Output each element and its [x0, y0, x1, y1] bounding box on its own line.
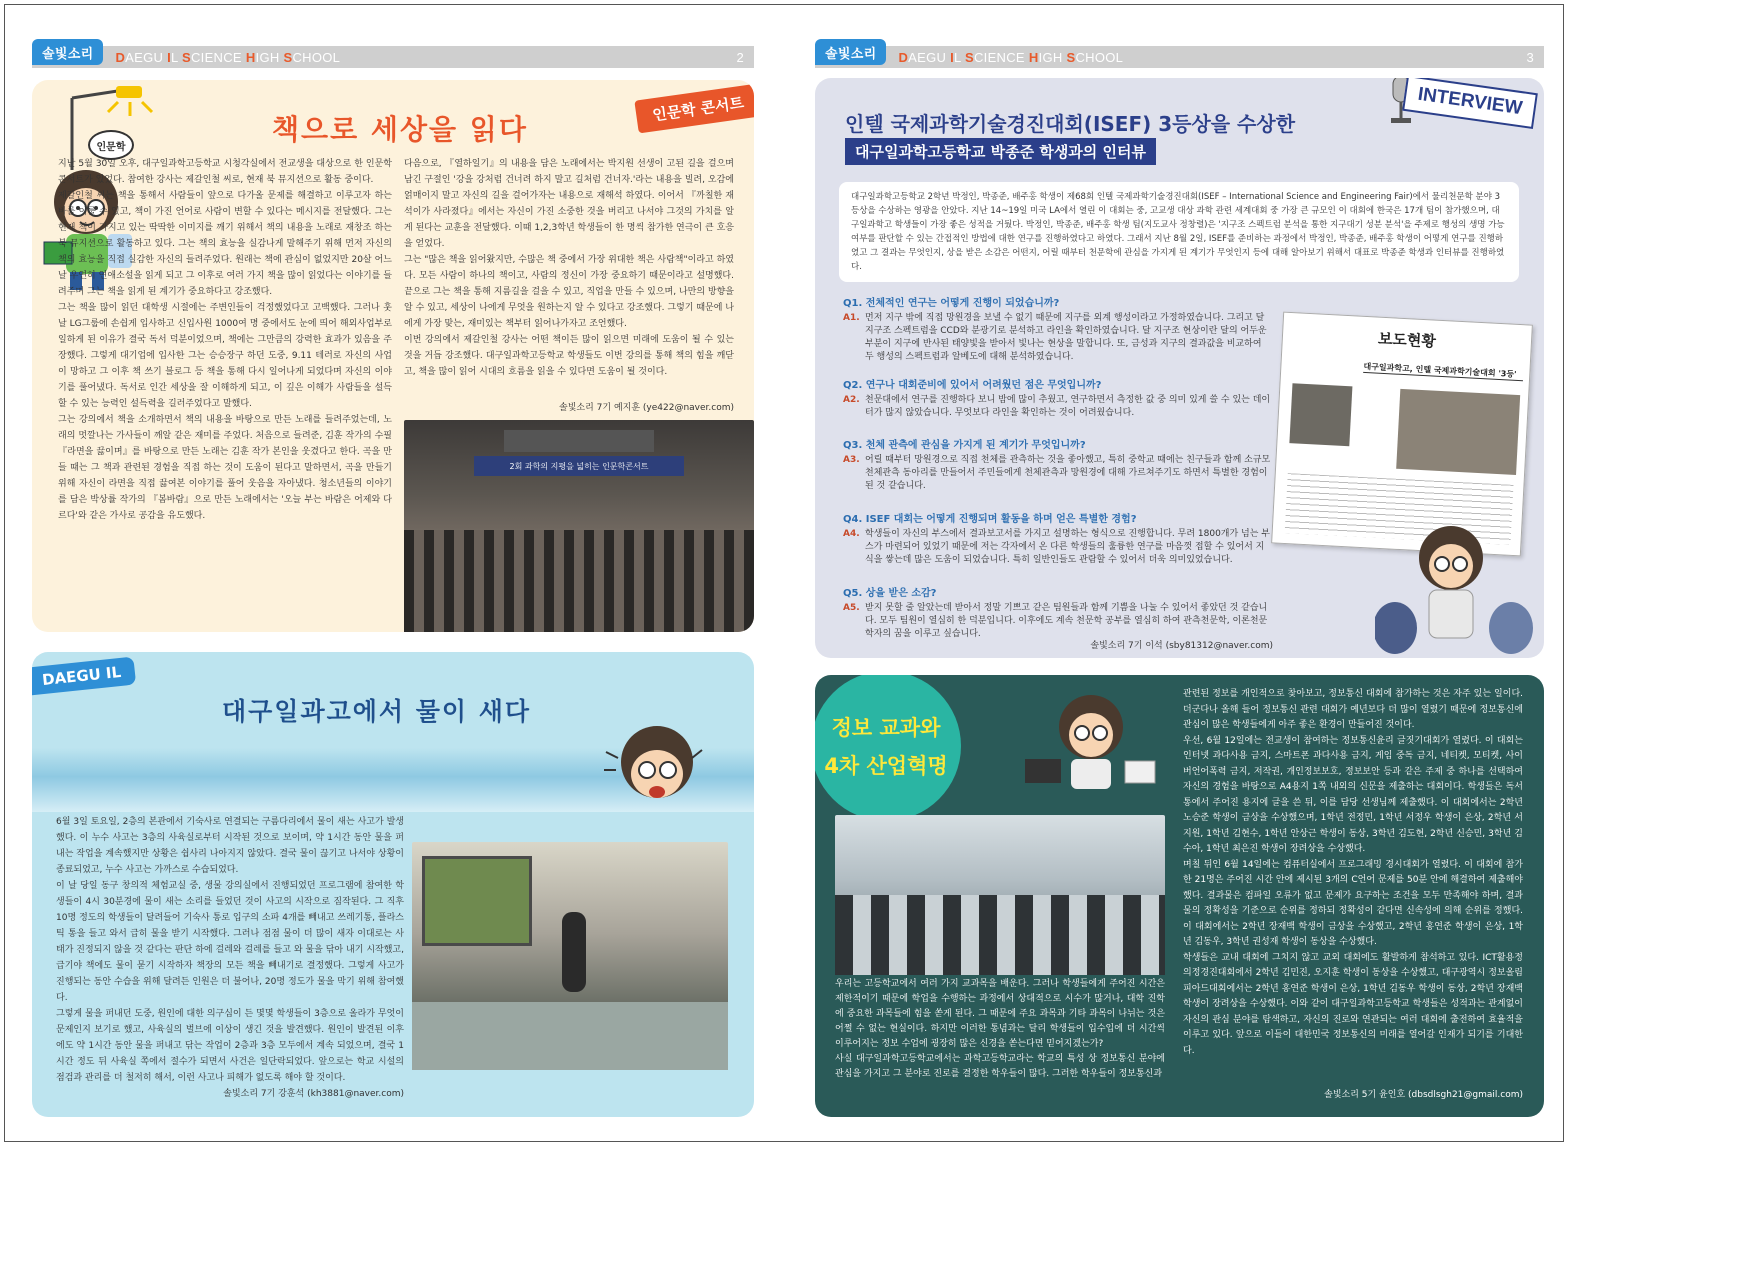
news-photo-1 [1289, 383, 1352, 446]
monitor-rows [835, 895, 1165, 975]
student-laptop-icon [1015, 689, 1165, 799]
question: Q1. 전체적인 연구는 어떻게 진행이 되었습니까? [843, 298, 1060, 309]
article-subtitle: 대구일과학고등학교 박종준 학생과의 인터뷰 [845, 138, 1156, 165]
byline: 솔빛소리 7기 강훈석 (kh3881@naver.com) [223, 1089, 404, 1099]
school-title: DAEGU IL SCIENCE HIGH SCHOOL [898, 49, 1124, 65]
article-column: 6월 3일 토요일, 2층의 본관에서 기숙사로 연결되는 구름다리에서 물이 새는 사고가 발생했다. 이 누수 사고는 3층의 사육실로부터 시작된 것으로 보이며, 약 1시간 동안 물을 퍼내는 작업을 계속했지만 상황은 쉽사리 나아지지 않았다. 결국 물이 끊기고 나서야 상황이 종료되었고, 누수 사고는 가까스로 수습되었다. 이 날 당일 동구 창의적 체험교실 중, 생물 강의실에서 진행되었던 프로그램에 참여한 학생들이 4시 30분경에 물이 새는 소리를 들었던 것이 사고의 시작으로 짐작된다. 그 직후 10명 정도의 학생들이 달려들어 기숙사 통로 입구의 소파 4개를 빼내고 쓰레기통, 플라스틱 통을 들고 와서 급히 물을 받기 시작했다. 그러나 점점 물이 더 많이 새자 이대로는 사태가 진정되지 않을 것 같다는 판단 하에 걸레와 걸레를 들고 와 물을 닦아 내기 시작했고, 급기야 책에도 물이 묻기 시작하자 책장의 모든 책을 빼내기로 결정했다. 그렇게 사고가 진행되는 동안 수습을 위해 달려든 인원은 더 불어나, 20명 정도가 물을 막기 위해 참여했다. 그렇게 물을 퍼내던 도중, 원인에 대한 의구심이 든 몇몇 학생들이 3층으로 올라가 무엇이 문제인지 보기로 했고, 사육실의 벌브에 이상이 생긴 것을 발견했다. 원인이 발견된 이후에도 약 1시간 동안 물을 퍼내고 닦는 작업이 2층과 3층 모두에서 계속 되었으며, 결국 1시간 정도 뒤 사육실 쪽에서 절수가 되면서 사건은 일단락되었다. 앞으로는 학교 시설의 점검과 관리를 더 철저히 해서, 이런 사고나 피해가 없도록 해야 할 것이다. [56, 817, 404, 1083]
article-column-2: 다음으로, 『열하일기』의 내용을 담은 노래에서는 박지원 선생이 고된 길을 걸으며 남긴 구절인 '강을 강처럼 건너려 하지 말고 길처럼 건너자.'라는 내용을 빌려, 오감에 얽매이지 말고 자신의 길을 걸어가자는 내용으로 재해석 하였다. 이어서 『까칠한 재석이가 사라졌다』에서는 자신이 가진 소중한 것을 버리고 나서야 그것의 가치를 알게 된다는 교훈을 전달했다. 이때 1,2,3학년 학생들이 한 명씩 참가한 연극이 큰 호응을 얻었다. 그는 "많은 책을 읽어왔지만, 수많은 책 중에서 가장 위대한 책은 사람책"이라고 하였다. 모든 사람이 하나의 책이고, 사람의 정신이 가장 중요하기 때문이라고 설명했다. 끝으로 그는 책을 통해 지름길을 걸을 수 있고, 직업을 만들 수 있으며, 나만의 방향을 알 수 있고, 세상이 나에게 무엇을 원하는지 알 수 있다고 강조했다. 그렇기 때문에 나에게 가장 맞는, 재미있는 책부터 읽어나가자고 조언했다. 이번 강의에서 제갈인철 강사는 어떤 책이든 많이 읽으면 미래에 도움이 될 수 있는 것을 거듭 강조했다. 대구일과학고등학교 학생들도 이번 강의를 통해 책의 힘을 깨닫고, 책을 많이 읽어 시대의 흐름을 읽을 수 있다면 도움이 될 것이다. [404, 159, 734, 377]
audience [404, 530, 754, 632]
article-title-line1: 정보 교과와 [831, 716, 941, 740]
article-column-1: 우리는 고등학교에서 여러 가지 교과목을 배운다. 그러나 학생들에게 주어진 시간은 제한적이기 때문에 학업을 수행하는 과정에서 상대적으로 시수가 많거나, 대학 진학에 중요한 과목들에 힘을 쏟게 된다. 그 때문에 주요 과목과 기타 과목이 나뉘는 것은 어쩔 수 없는 현실이다. 하지만 이러한 통념과는 달리 학생들이 입수입에 더 시간씩 이루어지는 정보 수업에 굉장히 많은 신경을 쏟는다면 믿어지겠는가? 사실 대구일과학고등학교에서는 과학고등학교라는 학교의 특성 상 정보통신 분야에 관심을 가지고 그 분야로 진로를 결정한 학우들이 많다. 그러한 학우들이 정보통신과 [835, 979, 1165, 1079]
interview-intro: 대구일과학고등학교 2학년 박정인, 박종준, 배주홍 학생이 제68회 인텔 국제과학기술경진대회(ISEF – International Science and Engineering Fair)에서 물리천문학 분야 3등상을 수상하는 영광을 안았다. 지난 14~19일 미국 LA에서 열린 이 대회는 중, 고교생 대상 과학 관련 세계대회 중 가장 큰 규모인 이 대회에 한국은 17개 팀이 참가했으며, 대구일과학고 학생들이 가장 좋은 성적을 거뒀다. 박정인, 박종준, 배주홍 학생 팀(지도교사 정창렬)은 '지구조 스펙트럼 분석을 통한 지구대기 성분 분석'을 주제로 행성의 생명 가능 여부를 판단할 수 있는 간접적인 방법에 대한 연구를 진행하였다고 하였다. 그래서 지난 8월 2일, ISEF를 준비하는 과정에서 박정인, 박종준, 배주홍 학생이 어떻게 연구를 진행하였고 그 결과는 무엇인지, 상을 받은 소감은 어떤지, 어릴 때부터 천문학에 관심을 가지게 된 계기가 무엇인지 등에 대해 알아보기 위해서 대표로 박종준 학생과 인터뷰를 진행하였다. [839, 182, 1519, 282]
qa-item-5 [843, 584, 1273, 641]
article-title: 인텔 국제과학기술경진대회(ISEF) 3등상을 수상한 [845, 112, 1296, 136]
qa-item-2 [843, 376, 1273, 420]
question: Q5. 상을 받은 소감? [843, 588, 937, 599]
concert-photo [404, 420, 754, 632]
byline: 솔빛소리 7기 예지훈 (ye422@naver.com) [559, 403, 734, 413]
article-info-subject [815, 675, 1544, 1117]
article-title-line2: 4차 산업혁명 [824, 754, 948, 778]
page-number: 2 [736, 49, 744, 65]
leak-photo [412, 842, 728, 1070]
logo: 솔빛소리 [32, 39, 103, 65]
qa-item-3 [843, 436, 1273, 493]
answer-text: 어릴 때부터 망원경으로 직접 천체를 관측하는 것을 좋아했고, 특히 중학교 때에는 친구들과 함께 소규모 천체관측 동아리를 만들어서 주민들에게 천체관측과 망원경에 대해 가르쳐주기도 하면서 특별한 경험이 된 것 같습니다. [865, 455, 1271, 491]
interviewee-student-icon [1375, 518, 1535, 658]
byline: 솔빛소리 5기 윤인호 (dbsdlsgh21@gmail.com) [1324, 1090, 1523, 1100]
qa-item-4 [843, 510, 1273, 567]
news-headline: 대구일과학고, 인텔 국제과학기술대회 '3등' [1363, 361, 1523, 381]
logo: 솔빛소리 [815, 39, 886, 65]
section-tag: 인문학 콘서트 [634, 84, 754, 134]
section-tag: DAEGU IL [32, 656, 136, 695]
question: Q3. 천체 관측에 관심을 가지게 된 계기가 무엇입니까? [843, 440, 1086, 451]
qa-item-1 [843, 294, 1273, 364]
window-frame [422, 856, 532, 946]
answer-text: 받지 못할 줄 알았는데 받아서 정말 기쁘고 같은 팀원들과 함께 기쁨을 나눌 수 있어서 좋았던 것 같습니다. 모두 팀원이 열심히 한 덕분입니다. 이후에도 계속 천문학 공부를 열심히 하여 관측천문학, 이론천문학자의 꿈을 이루고 싶습니다. [865, 603, 1268, 639]
student-figure [562, 912, 586, 992]
stage-screen [504, 430, 654, 452]
answer-text: 학생들이 자신의 부스에서 결과보고서를 가지고 설명하는 형식으로 진행합니다. 무려 1800개가 넘는 부스가 마련되어 있었기 때문에 저는 각자에서 온 다른 학생들의 훌륭한 연구를 마음껏 접할 수 있어서 지식을 쌓는데 많은 도움이 되었습니다. 특히 일반인들도 관람할 수 있어서 더욱 의미있었습니다. [865, 529, 1270, 565]
answer-label: A3. [843, 455, 860, 465]
floor [412, 1002, 728, 1070]
byline: 솔빛소리 7기 이석 (sby81312@naver.com) [1090, 641, 1273, 651]
question: Q2. 연구나 대회준비에 있어서 어려웠던 점은 무엇입니까? [843, 380, 1102, 391]
answer-label: A5. [843, 603, 860, 613]
page-header-right [815, 46, 1544, 68]
school-title: DAEGU IL SCIENCE HIGH SCHOOL [115, 49, 341, 65]
answer-text: 천문대에서 연구를 진행하다 보니 밤에 많이 추웠고, 연구하면서 측정한 값 중 의미 있게 쓸 수 있는 데이터가 많지 않았습니다. 무엇보다 라인을 확인하는 것이 어려웠습니다. [865, 395, 1271, 418]
article-column-2: 관련된 정보를 개인적으로 찾아보고, 정보통신 대회에 참가하는 것은 자주 있는 일이다. 더군다나 올해 들어 정보통신 관련 대회가 예년보다 더 많이 열렸기 때문에 정보통신에 관심이 많은 학생들에게 아주 좋은 환경이 만들어진 것이다. 우선, 6월 12일에는 전교생이 참여하는 정보통신윤리 글짓기대회가 열렸다. 이 대회는 인터넷 과다사용 금지, 스마트폰 과다사용 금지, 게임 중독 금지, 네티켓, 모티켓, 사이버언어폭력 금지, 저작권, 개인정보보호, 정보보안 등과 같은 주제 중 하나를 선택하여 자신의 경험을 바탕으로 A4용지 1쪽 내외의 신문을 제출하는 대회이다. 학생들은 독서통에서 주어진 용지에 글을 쓴 뒤, 이를 담당 선생님께 제출했다. 이 대회에서는 2학년 노승준 학생이 금상을 수상했으며, 1학년 전정민, 1학년 서정우 학생이 은상, 2학년 서지원, 1학년 김현수, 1학년 안상근 학생이 동상, 3학년 김도현, 2학년 신승민, 3학년 김수아, 1학년 최은진 학생이 장려상을 수상했다. 며칠 뒤인 6월 14일에는 컴퓨터실에서 프로그래밍 경시대회가 열렸다. 이 대회에 참가한 21명은 주어진 시간 안에 제시된 3개의 C언어 문제를 50분 안에 해결하여 제출해야 했다. 결과물은 컴파일 오류가 없고 문제가 요구하는 조건을 모두 만족해야 하며, 결과물의 정확성을 기준으로 순위를 정하되 정확성이 같다면 신속성에 의해 순위를 정했다. 이 대회에서는 2학년 장재백 학생이 금상을 수상했고, 2학년 홍연준 학생이 은상, 1학년 김동우, 3학년 권성재 학생이 동상을 수상했다. 학생들은 교내 대회에 그치지 않고 교외 대회에도 활발하게 참석하고 있다. ICT활용정의정경진대회에서 2학년 김민진, 오지훈 학생이 동상을 수상했고, 대구광역시 정보올림피아드대회에서는 2학년 홍연준 학생이 은상, 1학년 김동우 학생이 동상, 2학년 장재백 학생이 장려상을 수상했다. 이와 같이 대구일과학고등학교 학생들은 성적과는 관계없이 자신의 관심 분야를 탐색하고, 자신의 진로와 연관되는 여러 대회에 출전하여 효율적을 이루고 있다. 앞으로 이들이 대한민국 정보통신의 미래를 열어갈 인재가 되기를 기대한다. [1183, 689, 1523, 1056]
page-number: 3 [1526, 49, 1534, 65]
answer-label: A4. [843, 529, 860, 539]
concert-banner: 2회 과학의 지평을 넓히는 인문학콘서트 [474, 456, 684, 476]
article-book-concert [32, 80, 754, 632]
computer-class-photo [835, 815, 1165, 975]
shocked-student-icon [592, 722, 722, 822]
question: Q4. ISEF 대회는 어떻게 진행되며 활동을 하며 얻은 특별한 경험? [843, 514, 1137, 525]
article-interview [815, 78, 1544, 658]
answer-text: 먼저 지구 밖에 직접 망원경을 보낼 수 없기 때문에 지구를 외계 행성이라고 가정하였습니다. 그리고 달 지구조 스펙트럼을 CCD와 분광기로 분석하고 라인을 확인하였습니다. 달 지구조 현상이란 달의 어두운 부분이 지구에 반사된 태양빛을 받아서 빛나는 현상을 말합니다. 또, 금성과 지구의 결과값을 비교하여 두 행성의 스펙트럼과 알베도에 대해 분석하였습니다. [865, 313, 1267, 362]
article-title: 책으로 세상을 읽다 [272, 113, 528, 146]
page-header-left [32, 46, 754, 68]
news-photo-2 [1396, 389, 1520, 475]
speech-badge: 인문학 [88, 130, 134, 160]
answer-label: A1. [843, 313, 860, 323]
news-title: 보도현황 [1377, 329, 1437, 351]
section-tag: INTERVIEW [1402, 78, 1538, 129]
article-column-1: 지난 5월 30일 오후, 대구일과학고등학교 시청각실에서 전교생을 대상으로 한 인문학 콘서트가 있었다. 참여한 강사는 제갈인철 씨로, 현재 북 뮤지션으로 활동 중이다. 제갈인철 씨는 책을 통해서 사람들이 앞으로 다가올 문제를 해결하고 이루고자 하는 바를 이룰 수 있고, 책이 가진 언어로 사람이 변할 수 있다는 메시지를 전달했다. 그는 현재 책이 가지고 있는 딱딱한 이미지를 깨기 위해서 책의 내용을 노래로 재창조 하는 북 뮤지션으로 활동하고 있다. 그는 책의 효능을 실감나게 말해주기 위해 먼저 자신의 책의 효능을 직접 실감한 자신의 들려주었다. 원래는 책에 관심이 없었지만 20살 어느 날 우연히 연애소설을 읽게 되고 그 이후로 여러 가지 책을 많이 읽었다는 이야기를 들려주며 그는 책을 읽게 된 계기가 중요하다고 강조했다. 그는 책을 많이 읽던 대학생 시절에는 주변인들이 걱정했었다고 고백했다. 그러나 훗날 LG그룹에 손쉽게 입사하고 신입사원 1000여 명 중에서도 눈에 띄어 해외사업부로 일하게 된 이유가 결국 독서 덕분이었으며, 책에는 그만큼의 강력한 효과가 있음을 주장했다. 그렇게 대기업에 입사한 그는 승승장구 하던 도중, 9.11 테러로 자신의 사업이 망하고 그 이후 책 쓰기 블로그 등 책을 통해 다시 일어나게 되었다며 자신의 이야기를 풀어냈다. 독서로 인간 세상을 잘 이해하게 되고, 이 깊은 이해가 사람들을 설득할 수 있는 능력인 설득력을 길러주었다고 말했다. 그는 강의에서 책을 소개하면서 책의 내용을 바탕으로 만든 노래를 들려주었는데, 노래의 멋깔나는 가사들이 깨알 같은 재미를 주었다. 처음으로 들려준, 김훈 작가의 수필 『라면을 끓이며』를 바탕으로 만든 노래는 김훈 작가 본인을 웃겼다고 한다. 곡을 만들 때는 그 책과 관련된 경험을 직접 하는 것이 도움이 된다고 말하면서, 곡을 만들기 위해 자신이 라면을 직접 끓여본 이야기를 풀어 웃음을 자아냈다. 청소년들의 이야기를 담은 박상률 작가의 『봄바람』으로 만든 노래에서는 '오늘 부는 바람은 어제와 다르다'와 같은 가사로 공감을 유도했다. [58, 159, 392, 521]
article-title: 대구일과고에서 물이 새다 [222, 697, 532, 726]
article-water-leak [32, 652, 754, 1117]
title-bubble [815, 675, 961, 821]
answer-label: A2. [843, 395, 860, 405]
